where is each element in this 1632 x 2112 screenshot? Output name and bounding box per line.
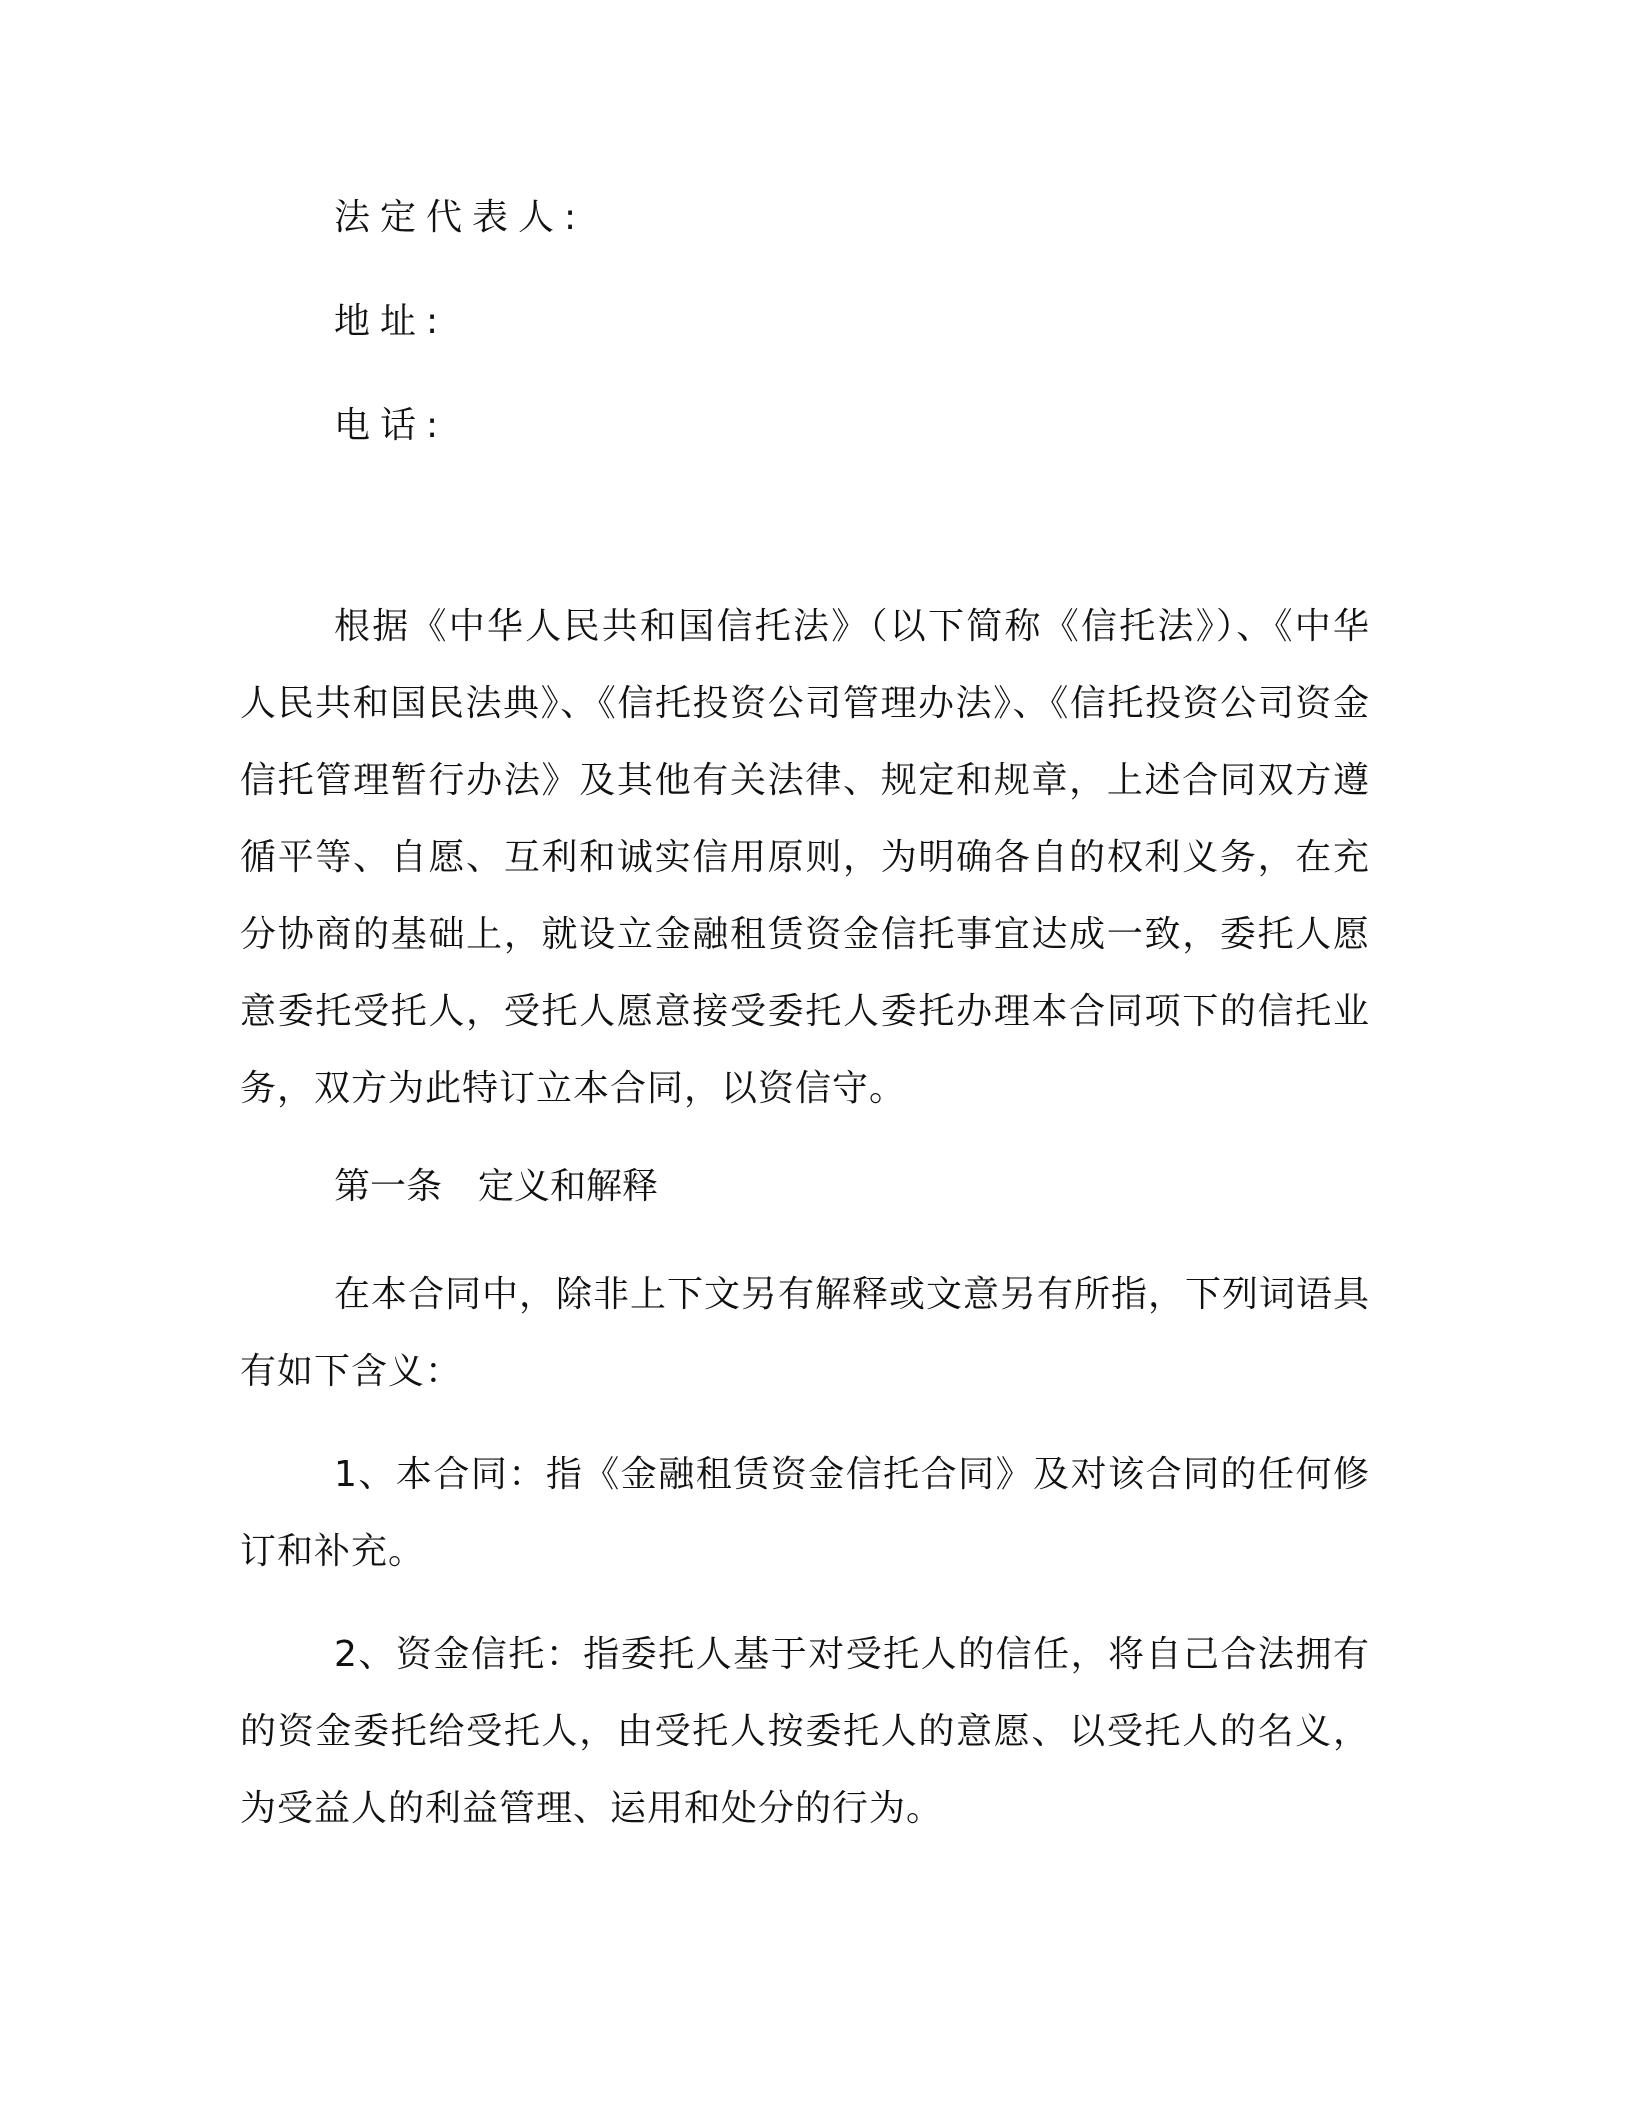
phone-field: 电话:: [334, 405, 449, 446]
definition-item: 2、资金信托：指委托人基于对受托人的信任，将自己合法拥有的资金委托给受托人，由受托人按委托人的意愿、以受托人的名义，为受益人的利益管理、运用和处分的行为。: [240, 1634, 1370, 1829]
article-1-heading: 第一条 定义和解释: [334, 1166, 659, 1207]
address-field: 地址:: [334, 301, 449, 342]
definition-item: 1、本合同：指《金融租赁资金信托合同》及对该合同的任何修订和补充。: [240, 1454, 1370, 1572]
definitions-intro-paragraph: 在本合同中，除非上下文另有解释或文意另有所指，下列词语具有如下含义：: [240, 1274, 1371, 1392]
legal-representative-field: 法定代表人:: [334, 197, 587, 238]
preamble-paragraph: 根据《中华人民共和国信托法》（以下简称《信托法》）、《中华人民共和国民法典》、《信托投资公司管理办法》、《信托投资公司资金信托管理暂行办法》及其他有关法律、规定和规章，上述合同双方遵循平等、自愿、互利和诚实信用原则，为明确各自的权利义务，在充分协商的基础上，就设立金融租赁资金信托事宜达成一致，委托人愿意委托受托人，受托人愿意接受委托人委托办理本合同项下的信托业务，双方为此特订立本合同，以资信守。: [240, 606, 1370, 1109]
